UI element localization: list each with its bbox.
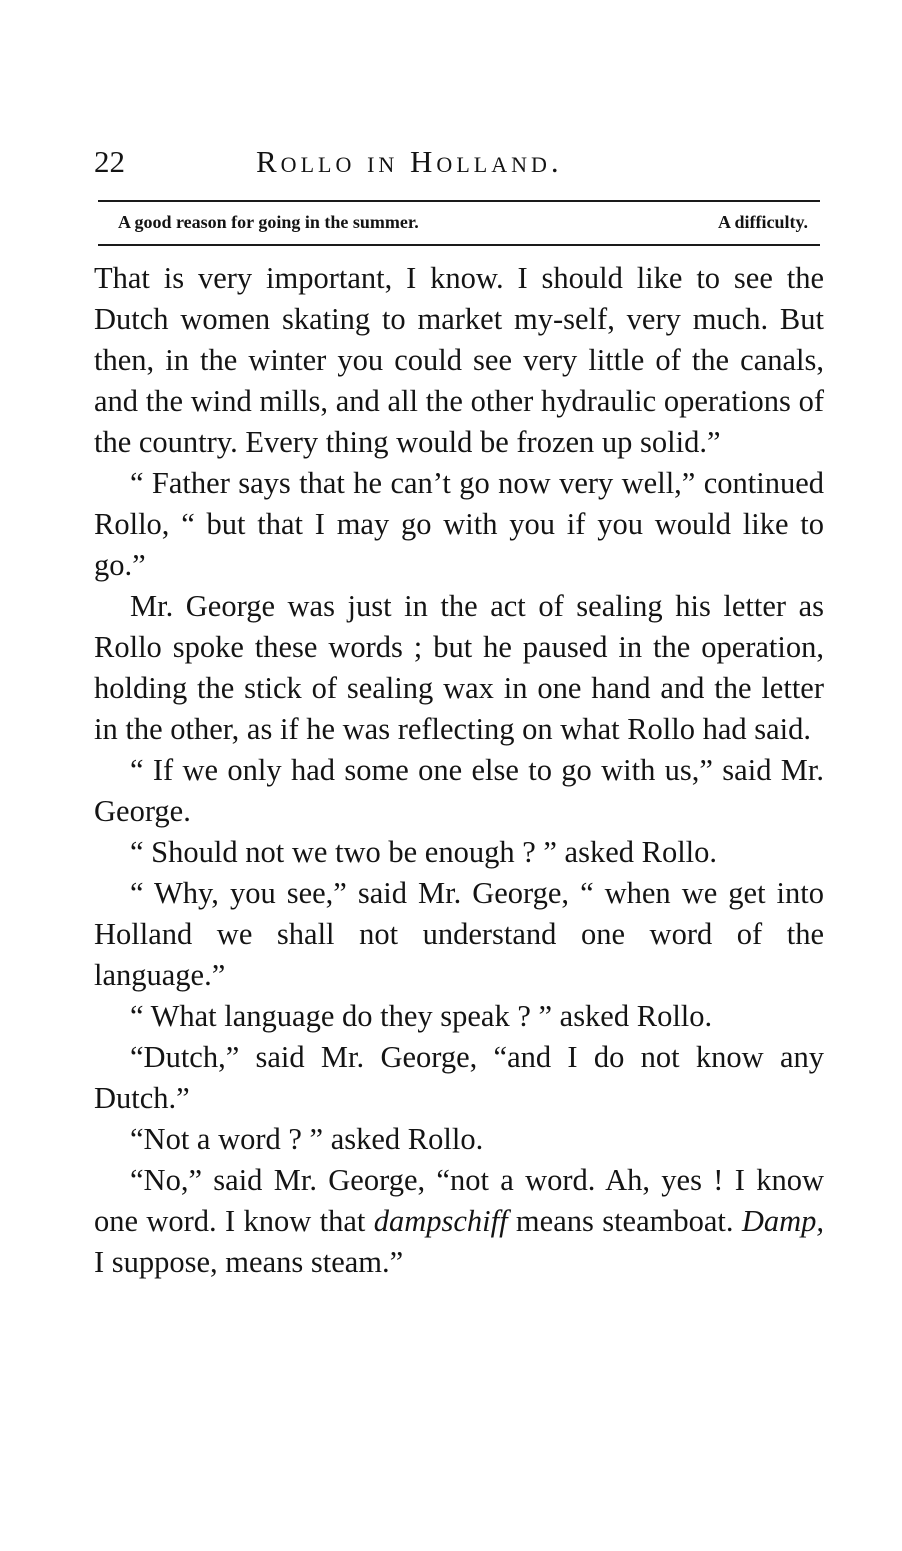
paragraph-text: “ Should not we two be enough ? ” asked Rollo. xyxy=(130,835,718,869)
paragraph xyxy=(94,1119,824,1160)
paragraph-text: “ Father says that he can’t go now very well,” continued Rollo, “ but that I may go with you if you would like to go.” xyxy=(94,466,824,582)
paragraph xyxy=(94,873,824,996)
paragraph-text: “ Why, you see,” said Mr. George, “ when we get into Holland we shall not understand one word of the language.” xyxy=(94,876,824,992)
header-rule-top xyxy=(98,200,820,202)
paragraph-text: “ What language do they speak ? ” asked Rollo. xyxy=(130,999,713,1033)
paragraph xyxy=(94,996,824,1037)
paragraph-text: means steamboat. xyxy=(507,1204,742,1238)
paragraph xyxy=(94,586,824,750)
book-title: Rollo in Holland. xyxy=(256,144,563,179)
paragraph-text: “Dutch,” said Mr. George, “and I do not know any Dutch.” xyxy=(94,1040,824,1115)
paragraph-text: That is very important, I know. I should like to see the Dutch women skating to market my-self, very much. But then, in the winter you could see very little of the canals, and the wind mills, and all the other hydraulic operations of the country. Every thing would be frozen up solid.” xyxy=(94,261,824,459)
side-note-right: A difficulty. xyxy=(717,212,808,232)
header-rule-bottom xyxy=(98,244,820,246)
paragraph xyxy=(94,750,824,832)
running-head xyxy=(94,140,824,184)
paragraph-text: I suppose, means steam.” xyxy=(94,1245,404,1279)
paragraph xyxy=(94,832,824,873)
italic-text: dampschiff xyxy=(373,1204,508,1238)
italic-text: Damp, xyxy=(741,1204,825,1238)
body-text xyxy=(94,258,824,1283)
page-number: 22 xyxy=(94,144,125,179)
paragraph-text: “Not a word ? ” asked Rollo. xyxy=(130,1122,484,1156)
side-notes xyxy=(118,206,808,238)
paragraph-text: “No,” said Mr. George, “not a word. Ah, yes ! I know one word. I know that xyxy=(94,1163,824,1238)
paragraph-text: Mr. George was just in the act of sealing his letter as Rollo spoke these words ; but he paused in the operation, holding the stick of sealing wax in one hand and the letter in the other, as if he was reflecting on what Rollo had said. xyxy=(94,589,824,746)
paragraph xyxy=(94,463,824,586)
paragraph xyxy=(94,258,824,463)
paragraph xyxy=(94,1037,824,1119)
side-note-left: A good reason for going in the summer. xyxy=(118,212,419,232)
paragraph-text: “ If we only had some one else to go with us,” said Mr. George. xyxy=(94,753,824,828)
paragraph xyxy=(94,1160,824,1283)
